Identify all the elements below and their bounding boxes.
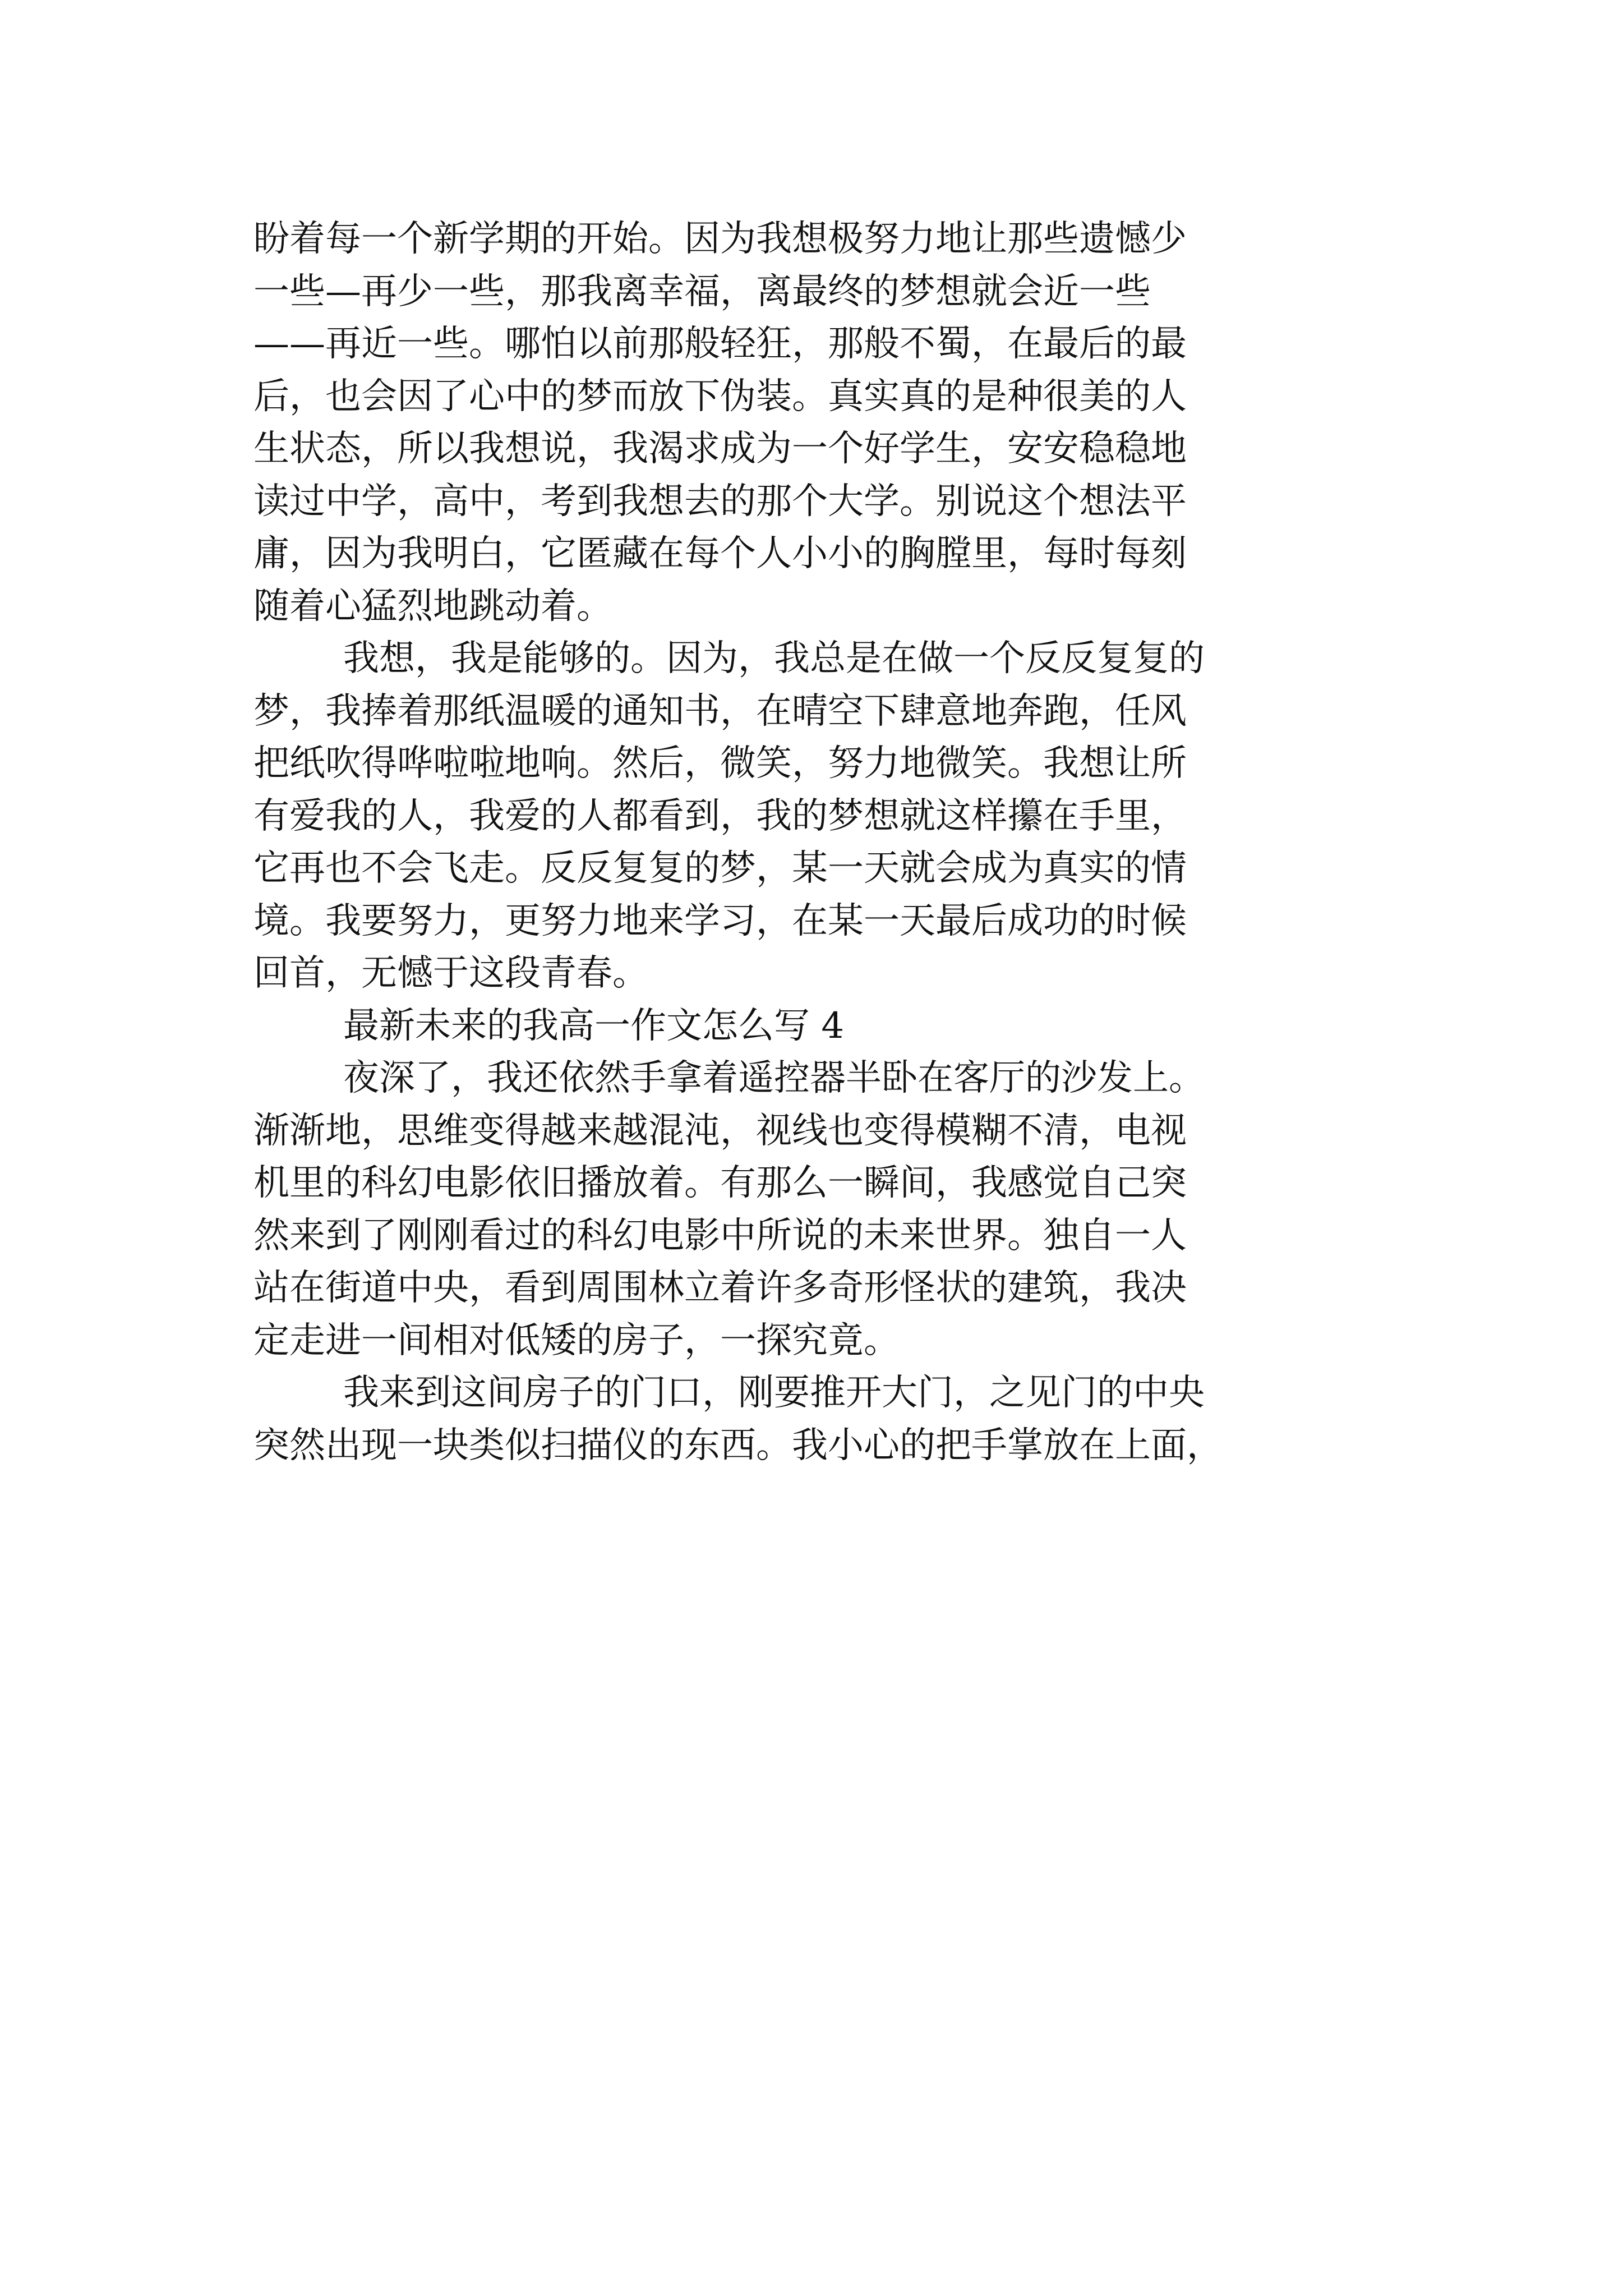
text-line: 一些—再少一些，那我离幸福，离最终的梦想就会近一些	[253, 270, 1151, 312]
text-line: 盼着每一个新学期的开始。因为我想极努力地让那些遗憾少	[253, 218, 1187, 260]
text-line: 机里的科幻电影依旧播放着。有那么一瞬间，我感觉自己突	[253, 1162, 1187, 1204]
text-line: 后，也会因了心中的梦而放下伪装。真实真的是种很美的人	[253, 375, 1187, 417]
text-line: 有爱我的人，我爱的人都看到，我的梦想就这样攥在手里，	[253, 795, 1187, 837]
text-line: 渐渐地，思维变得越来越混沌，视线也变得模糊不清，电视	[253, 1110, 1187, 1152]
text-line: 读过中学，高中，考到我想去的那个大学。别说这个想法平	[253, 480, 1187, 522]
section-heading: 最新未来的我高一作文怎么写 4	[343, 1005, 845, 1047]
text-line: 突然出现一块类似扫描仪的东西。我小心的把手掌放在上面，	[253, 1424, 1223, 1466]
text-line: 生状态，所以我想说，我渴求成为一个好学生，安安稳稳地	[253, 428, 1187, 470]
text-line: 随着心猛烈地跳动着。	[253, 585, 612, 627]
text-line: 梦，我捧着那纸温暖的通知书，在晴空下肆意地奔跑，任风	[253, 690, 1187, 732]
paragraph-first-line: 我想，我是能够的。因为，我总是在做一个反反复复的	[343, 638, 1205, 679]
text-line: 回首，无憾于这段青春。	[253, 953, 648, 994]
text-line: 定走进一间相对低矮的房子，一探究竟。	[253, 1319, 900, 1361]
paragraph-first-line: 我来到这间房子的门口，刚要推开大门，之见门的中央	[343, 1372, 1205, 1414]
text-line: 境。我要努力，更努力地来学习，在某一天最后成功的时候	[253, 900, 1187, 942]
text-line: 然来到了刚刚看过的科幻电影中所说的未来世界。独自一人	[253, 1214, 1187, 1257]
text-line: 它再也不会飞走。反反复复的梦，某一天就会成为真实的情	[253, 848, 1187, 889]
text-line: ——再近一些。哪怕以前那般轻狂，那般不蜀，在最后的最	[253, 323, 1187, 365]
paragraph-first-line: 夜深了，我还依然手拿着遥控器半卧在客厅的沙发上。	[343, 1057, 1205, 1099]
body-text	[253, 213, 1431, 1472]
text-line: 把纸吹得哗啦啦地响。然后，微笑，努力地微笑。我想让所	[253, 743, 1187, 784]
text-line: 站在街道中央，看到周围林立着许多奇形怪状的建筑，我决	[253, 1267, 1187, 1309]
text-line: 庸，因为我明白，它匿藏在每个人小小的胸膛里，每时每刻	[253, 533, 1187, 574]
